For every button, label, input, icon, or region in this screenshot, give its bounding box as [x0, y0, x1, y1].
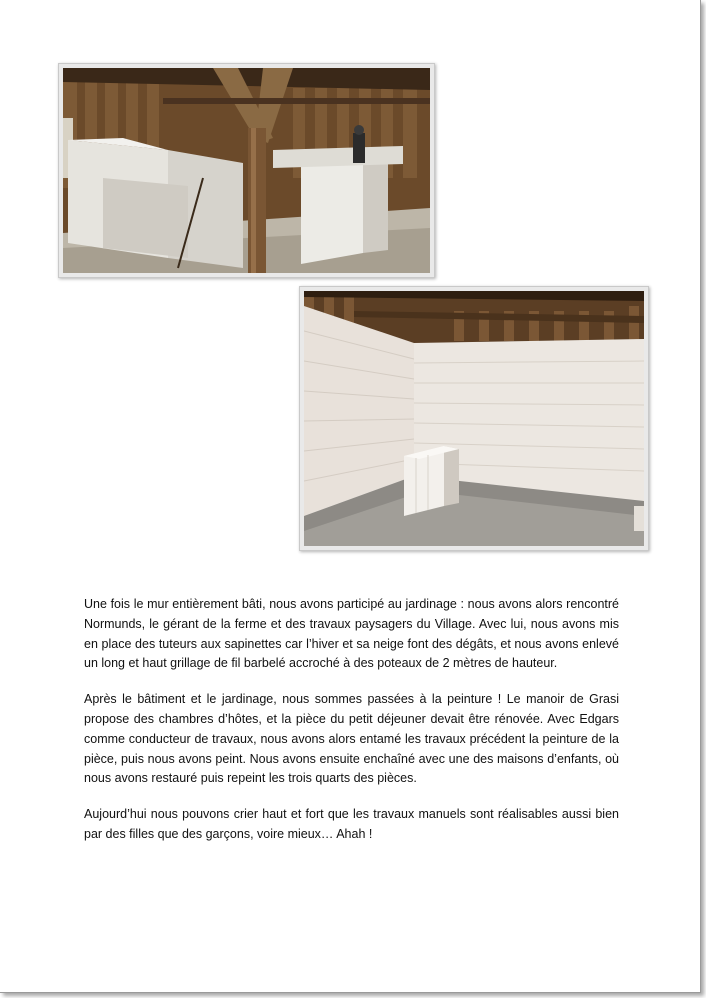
paragraph-jardinage: Une fois le mur entièrement bâti, nous avons participé au jardinage : nous avons alors rencontré Normunds, le gérant de la ferme et des travaux paysagers du Village. Avec lui, nous avons mis en place des tuteurs aux sapinettes car l’hiver et sa neige font des dégâts, et nous avons enlevé un long et haut grillage de fil barbelé accroché à des poteaux de 2 mètres de hauteur. [84, 597, 619, 671]
paragraph-conclusion: Aujourd’hui nous pouvons crier haut et fort que les travaux manuels sont réalisables aussi bien par des filles que des garçons, voire mieux… Ahah ! [84, 807, 619, 841]
barn-construction-image [63, 68, 430, 273]
paragraph-peinture: Après le bâtiment et le jardinage, nous sommes passées à la peinture ! Le manoir de Grasi propose des chambres d’hôtes, et la pièce du petit déjeuner devait être rénovée. Avec Edgars comme conducteur de travaux, nous avons alors entamé les travaux précédent la peinture de la pièce, puis nous avons peint. Nous avons ensuite enchaîné avec une des maisons d’enfants, où nous avons restauré puis repeint les trois quarts des pièces. [84, 692, 619, 786]
photo-finished-block-room [299, 286, 649, 551]
finished-room-image [304, 291, 644, 546]
body-text [84, 595, 619, 861]
photo-barn-walls-construction [58, 63, 435, 278]
